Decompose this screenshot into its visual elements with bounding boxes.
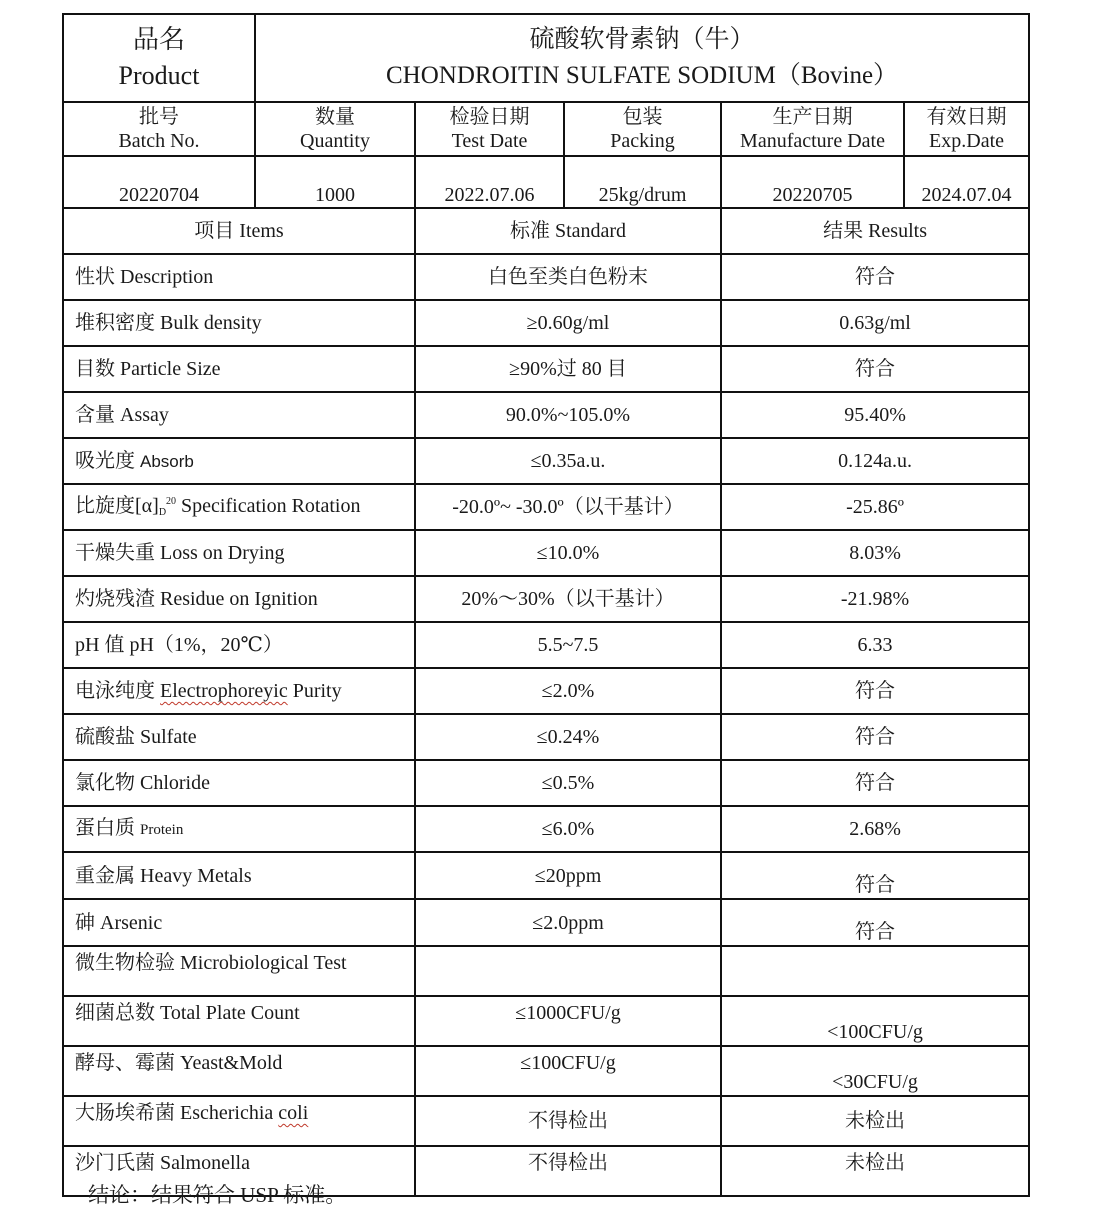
table-row <box>63 668 1029 714</box>
items-header: 项目 Items <box>63 208 415 254</box>
item-cell: 微生物检验 Microbiological Test <box>63 946 415 996</box>
product-row <box>63 14 1029 102</box>
table-row <box>63 806 1029 852</box>
result-cell <box>721 946 1029 996</box>
item-cell: 氯化物 Chloride <box>63 760 415 806</box>
result-cell: -25.86º <box>721 484 1029 530</box>
result-cell: <30CFU/g <box>721 1046 1029 1096</box>
table-row <box>63 392 1029 438</box>
item-cell: 目数 Particle Size <box>63 346 415 392</box>
standard-cell: 20%～30%（以干基计） <box>415 576 721 622</box>
standard-cell: ≥0.60g/ml <box>415 300 721 346</box>
result-cell: 符合 <box>721 668 1029 714</box>
table-row <box>63 438 1029 484</box>
result-cell: 符合 <box>721 899 1029 946</box>
product-label-cn: 品名 <box>132 25 185 54</box>
table-row <box>63 530 1029 576</box>
result-cell: 8.03% <box>721 530 1029 576</box>
results-header: 结果 Results <box>721 208 1029 254</box>
item-cell: 堆积密度 Bulk density <box>63 300 415 346</box>
table-row <box>63 300 1029 346</box>
standard-cell: ≤2.0ppm <box>415 899 721 946</box>
product-name-cn: 硫酸软骨素钠（牛） <box>529 26 755 53</box>
quantity-header-cell: 数量 Quantity <box>255 102 415 156</box>
item-cell: 砷 Arsenic <box>63 899 415 946</box>
test-date-value: 2022.07.06 <box>415 156 564 208</box>
test-date-header-cell: 检验日期 Test Date <box>415 102 564 156</box>
table-row <box>63 1046 1029 1096</box>
standard-cell: ≥90%过 80 目 <box>415 346 721 392</box>
product-name-cell <box>255 14 1029 102</box>
table-row <box>63 946 1029 996</box>
result-cell: 符合 <box>721 852 1029 899</box>
standard-cell: 白色至类白色粉末 <box>415 254 721 300</box>
manufacture-date-value: 20220705 <box>721 156 904 208</box>
standard-cell: 90.0%~105.0% <box>415 392 721 438</box>
table-row <box>63 996 1029 1046</box>
standard-cell: ≤0.5% <box>415 760 721 806</box>
item-cell: 比旋度$[\alpha]_D^{20}$ Specification Rotation <box>63 484 415 530</box>
table-row <box>63 714 1029 760</box>
result-cell: 符合 <box>721 254 1029 300</box>
table-row <box>63 622 1029 668</box>
item-cell: 灼烧残渣 Residue on Ignition <box>63 576 415 622</box>
standard-cell: 不得检出 <box>415 1096 721 1146</box>
standard-cell: 不得检出 <box>415 1146 721 1196</box>
batch-header-row <box>63 102 1029 156</box>
exp-date-header-cell: 有效日期 Exp.Date <box>904 102 1029 156</box>
item-cell: 含量 Assay <box>63 392 415 438</box>
product-label-en: Product <box>118 61 200 90</box>
item-cell: 硫酸盐 Sulfate <box>63 714 415 760</box>
item-cell: 大肠埃希菌 Escherichia coli <box>63 1096 415 1146</box>
result-cell: 未检出 <box>721 1096 1029 1146</box>
result-cell: <100CFU/g <box>721 996 1029 1046</box>
table-row <box>63 254 1029 300</box>
result-cell: 符合 <box>721 760 1029 806</box>
item-cell: pH 值 pH（1%，20℃） <box>63 622 415 668</box>
standard-cell: ≤2.0% <box>415 668 721 714</box>
result-cell: 95.40% <box>721 392 1029 438</box>
packing-value: 25kg/drum <box>564 156 721 208</box>
standard-header: 标准 Standard <box>415 208 721 254</box>
result-cell: 符合 <box>721 714 1029 760</box>
standard-cell: ≤1000CFU/g <box>415 996 721 1046</box>
result-cell: 0.124a.u. <box>721 438 1029 484</box>
table-row <box>63 346 1029 392</box>
standard-cell: ≤10.0% <box>415 530 721 576</box>
result-cell: 6.33 <box>721 622 1029 668</box>
result-cell: 符合 <box>721 346 1029 392</box>
standard-cell: ≤0.24% <box>415 714 721 760</box>
result-cell: 未检出 <box>721 1146 1029 1196</box>
batch-header-cell: 批号 Batch No. <box>63 102 255 156</box>
exp-date-value: 2024.07.04 <box>904 156 1029 208</box>
item-cell: 蛋白质 Protein <box>63 806 415 852</box>
table-row <box>63 852 1029 899</box>
conclusion-text: 结论：结果符合 USP 标准。 <box>88 1183 347 1207</box>
item-cell: 重金属 Heavy Metals <box>63 852 415 899</box>
item-cell: 细菌总数 Total Plate Count <box>63 996 415 1046</box>
quantity-value: 1000 <box>255 156 415 208</box>
standard-cell <box>415 946 721 996</box>
standard-cell: ≤0.35a.u. <box>415 438 721 484</box>
table-row <box>63 1096 1029 1146</box>
item-cell: 干燥失重 Loss on Drying <box>63 530 415 576</box>
table-row <box>63 760 1029 806</box>
result-cell: -21.98% <box>721 576 1029 622</box>
packing-header-cell: 包装 Packing <box>564 102 721 156</box>
batch-values-row <box>63 156 1029 208</box>
product-name-en: CHONDROITIN SULFATE SODIUM（Bovine） <box>386 62 899 89</box>
standard-cell: ≤6.0% <box>415 806 721 852</box>
item-cell: 吸光度 Absorb <box>63 438 415 484</box>
result-cell: 2.68% <box>721 806 1029 852</box>
standard-cell: ≤20ppm <box>415 852 721 899</box>
batch-number-value: 20220704 <box>63 156 255 208</box>
table-row <box>63 576 1029 622</box>
standard-cell: ≤100CFU/g <box>415 1046 721 1096</box>
manufacture-date-header-cell: 生产日期 Manufacture Date <box>721 102 904 156</box>
items-header-row <box>63 208 1029 254</box>
item-cell: 电泳纯度 Electrophoreyic Purity <box>63 668 415 714</box>
table-row <box>63 484 1029 530</box>
item-cell: 性状 Description <box>63 254 415 300</box>
result-cell: 0.63g/ml <box>721 300 1029 346</box>
product-label-cell <box>63 14 255 102</box>
certificate-table <box>62 13 1030 1197</box>
standard-cell: -20.0º~ -30.0º（以干基计） <box>415 484 721 530</box>
item-cell: 酵母、霉菌 Yeast&Mold <box>63 1046 415 1096</box>
item-cell: 沙门氏菌 Salmonella <box>63 1146 415 1196</box>
standard-cell: 5.5~7.5 <box>415 622 721 668</box>
table-row <box>63 899 1029 946</box>
